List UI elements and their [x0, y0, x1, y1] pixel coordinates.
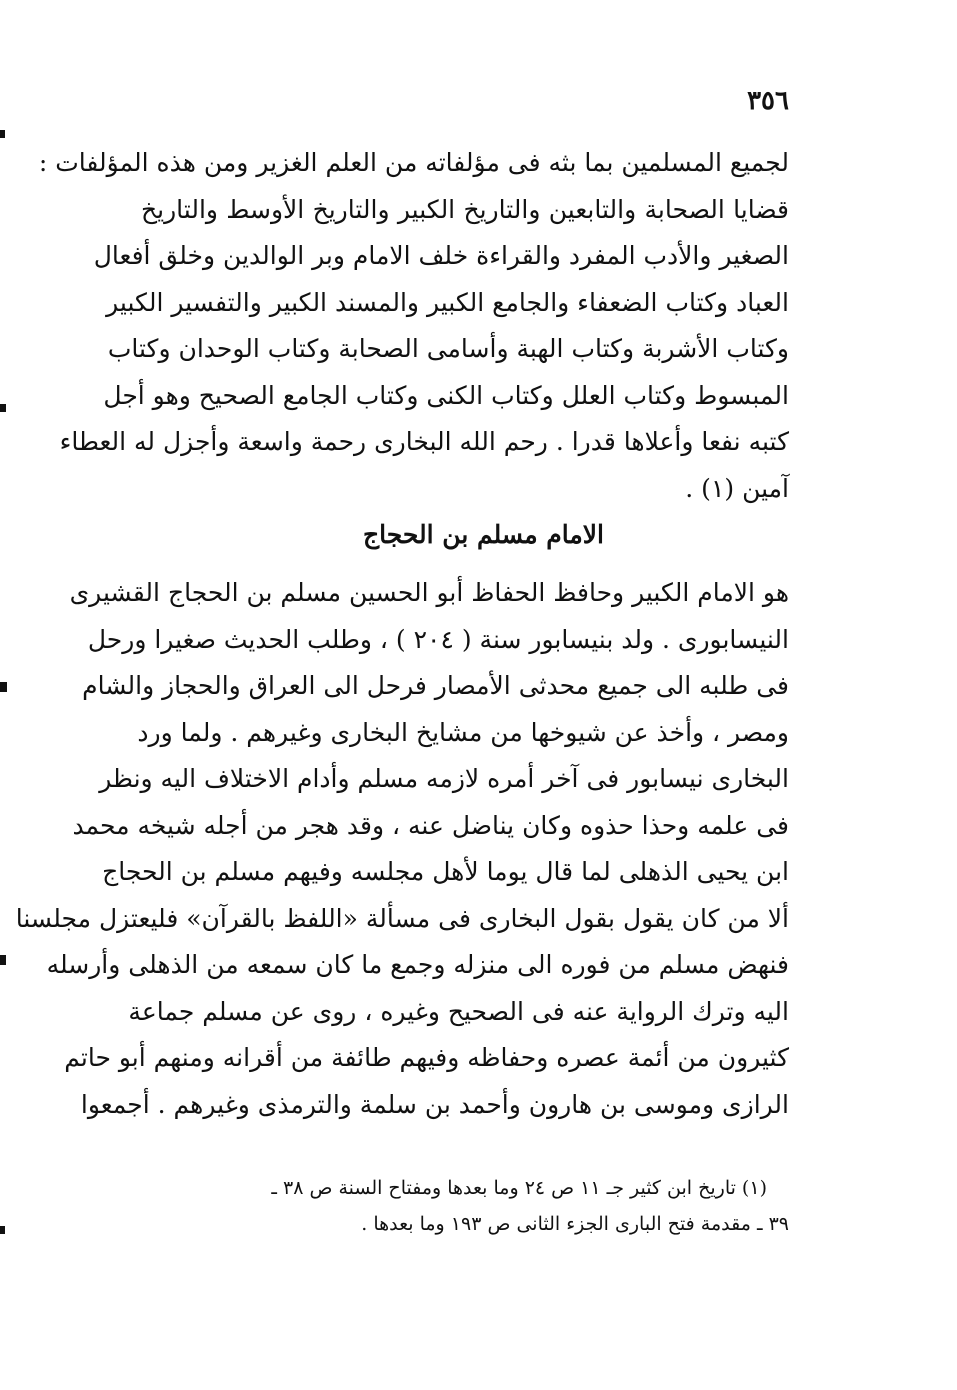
text-line: لجميع المسلمين بما بثه فى مؤلفاته من العلم الغزير ومن هذه المؤلفات :: [38, 148, 789, 177]
footnotes: [141, 1170, 789, 1242]
text-line: العباد وكتاب الضعفاء والجامع الكبير والمسند الكبير والتفسير الكبير: [106, 287, 789, 317]
binding-hole-mark: [0, 404, 6, 412]
footnote-line: (١) تاريخ ابن كثير جـ ١١ ص ٢٤ وما بعدها ومفتاح السنة ص ٣٨ ـ: [271, 1177, 767, 1199]
text-line: الرازى وموسى بن هارون وأحمد بن سلمة والترمذى وغيرهم . أجمعوا: [80, 1089, 789, 1119]
binding-hole-mark: [0, 130, 5, 138]
text-line: المبسوط وكتاب العلل وكتاب الكنى وكتاب الجامع الصحيح وهو أجل: [103, 380, 789, 410]
text-line: كثيرون من أئمة عصره وحفاظه وفيهم طائفة من أقرانه ومنهم أبو حاتم: [64, 1043, 789, 1072]
text-line: ابن يحيى الذهلى لما قال يوما لأهل مجلسه وفيهم مسلم بن الحجاج: [102, 857, 789, 886]
text-line: الصغير والأدب المفرد والقراءة خلف الامام وبر الوالدين وخلق أفعال: [93, 241, 789, 270]
text-line: فنهض مسلم من فوره الى منزله وجمع ما كان سمعه من الذهلى وأرسله: [46, 950, 789, 979]
binding-hole-mark: [0, 955, 6, 965]
paragraph-imam-muslim: [15, 570, 789, 1128]
text-line: كتبه نفعا وأعلاها قدرا . رحم الله البخارى رحمة واسعة وأجزل له العطاء: [59, 427, 789, 456]
text-line: النيسابورى . ولد بنيسابور سنة ( ٢٠٤ ) ، وطلب الحديث صغيرا ورحل: [87, 624, 789, 654]
text-line: آمين (١) .: [685, 473, 789, 503]
binding-hole-mark: [0, 1226, 5, 1234]
text-line: وكتاب الأشربة وكتاب الهبة وأسامى الصحابة وكتاب الوحدان وكتاب: [107, 334, 789, 363]
text-line: فى طلبه الى جميع محدثى الأمصار فرحل الى العراق والحجاز والشام: [82, 671, 789, 700]
text-line: ومصر ، وأخذ عن شيوخها من مشايخ البخارى وغيرهم . ولما ورد: [137, 717, 789, 747]
paragraph-bukhari-works: [38, 140, 789, 512]
text-line: ألا من كان يقول بقول البخارى فى مسألة «اللفظ بالقرآن» فليعتزل مجلسنا: [15, 903, 789, 933]
section-heading: الامام مسلم بن الحجاج: [363, 520, 604, 549]
page-number: ٣٥٦: [747, 86, 789, 116]
footnote-line: ٣٩ ـ مقدمة فتح البارى الجزء الثانى ص ١٩٣ وما بعدها .: [361, 1213, 789, 1235]
text-line: اليه وترك الرواية عنه فى الصحيح وغيره ، روى عن مسلم جماعة: [128, 996, 789, 1026]
text-line: قضايا الصحابة والتابعين والتاريخ الكبير والتاريخ الأوسط والتاريخ: [141, 194, 789, 224]
text-line: هو الامام الكبير وحافظ الحفاظ أبو الحسين مسلم بن الحجاج القشيرى: [69, 578, 789, 607]
text-line: البخارى نيسابور فى آخر أمره لازمه مسلم وأدام الاختلاف اليه ونظر: [99, 764, 789, 793]
text-line: فى علمه وحذا حذوه وكان يناضل عنه ، وقد هجر من أجله شيخه محمد: [72, 810, 789, 840]
binding-hole-mark: [0, 682, 7, 692]
